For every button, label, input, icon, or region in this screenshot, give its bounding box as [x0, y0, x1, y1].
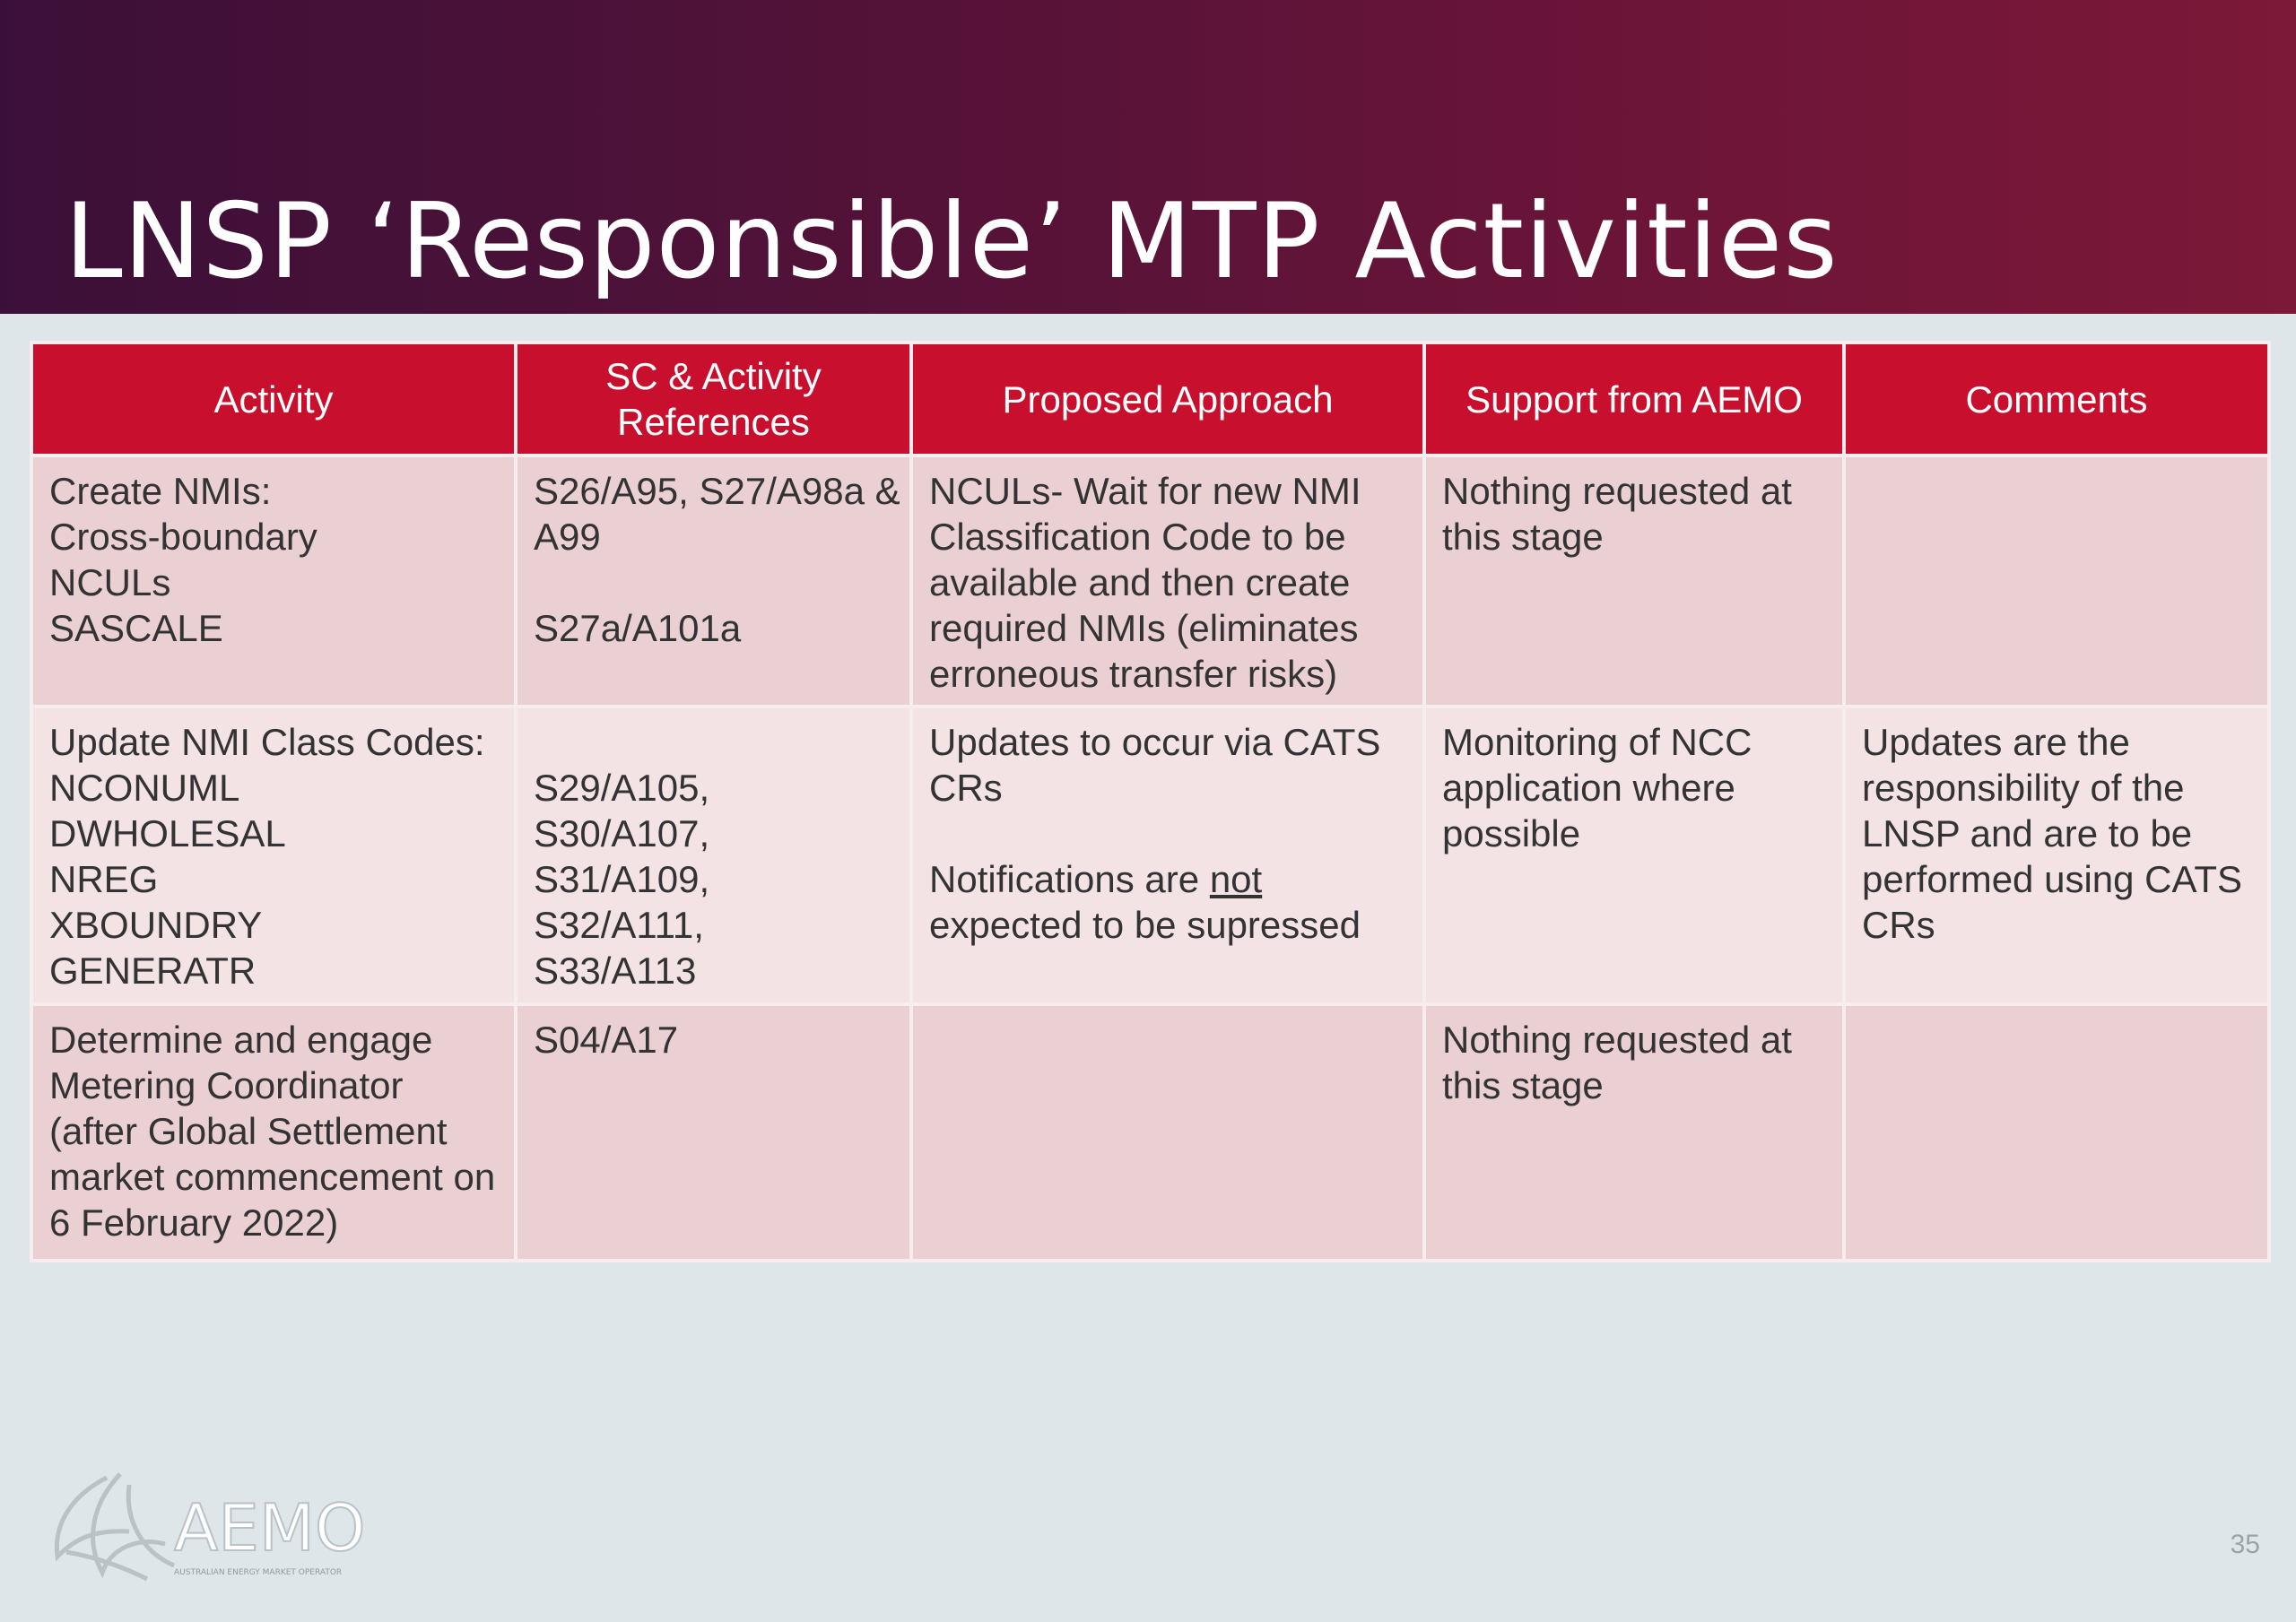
- cell-line: NCONUML: [49, 767, 240, 809]
- cell-line: Nothing requested at: [1442, 1019, 1792, 1061]
- cell-line: XBOUNDRY: [49, 904, 263, 946]
- cell-references: [516, 455, 911, 707]
- cell-line: application where: [1442, 767, 1735, 809]
- cell-comments: [1844, 707, 2269, 1004]
- cell-support: [1424, 455, 1844, 707]
- cell-line: S27a/A101a: [534, 607, 742, 649]
- table-row: [31, 1004, 2269, 1261]
- cell-line: responsibility of the: [1862, 767, 2185, 809]
- cell-line: NREG: [49, 858, 159, 900]
- cell-line: expected to be supressed: [929, 904, 1361, 946]
- cell-line: GENERATR: [49, 950, 257, 992]
- cell-comments: [1844, 1004, 2269, 1261]
- cell-line: NCULs- Wait for new NMI: [929, 470, 1361, 512]
- logo-wordmark: AEMO: [174, 1490, 366, 1566]
- cell-line: CRs: [1862, 904, 1935, 946]
- cell-support: [1424, 707, 1844, 1004]
- cell-line: S04/A17: [534, 1019, 679, 1061]
- cell-line: DWHOLESAL: [49, 812, 286, 854]
- cell-line: Nothing requested at: [1442, 470, 1792, 512]
- column-header-sc-references: [516, 343, 911, 455]
- cell-line: CRs: [929, 767, 1003, 809]
- cell-line: [929, 811, 1406, 856]
- column-header-proposed-approach: Proposed Approach: [911, 343, 1424, 455]
- page-title: LNSP ‘Responsible’ MTP Activities: [65, 181, 1839, 302]
- swirl-icon: [57, 1474, 174, 1579]
- cell-approach: [911, 707, 1424, 1004]
- cell-line: Cross-boundary: [49, 516, 317, 558]
- cell-line: [929, 856, 1406, 902]
- underlined-not: not: [1209, 858, 1263, 900]
- table-header-row: [31, 343, 2269, 455]
- column-header-comments: Comments: [1844, 343, 2269, 455]
- title-banner: [0, 0, 2296, 314]
- cell-activity: [31, 707, 516, 1004]
- cell-line: Classification Code to be: [929, 516, 1346, 558]
- cell-line: Metering Coordinator: [49, 1064, 404, 1106]
- cell-line: S33/A113: [534, 950, 697, 992]
- column-header-activity: Activity: [31, 343, 516, 455]
- cell-line: required NMIs (eliminates: [929, 607, 1359, 649]
- cell-line: erroneous transfer risks): [929, 653, 1338, 695]
- cell-line: A99: [534, 516, 601, 558]
- cell-line: this stage: [1442, 1064, 1604, 1106]
- cell-line: S29/A105,: [534, 767, 710, 809]
- cell-line: S26/A95, S27/A98a &: [534, 470, 900, 512]
- cell-line: [534, 719, 893, 765]
- cell-line: S32/A111,: [534, 904, 704, 946]
- cell-line: this stage: [1442, 516, 1604, 558]
- cell-line: LNSP and are to be: [1862, 812, 2193, 854]
- table-row: [31, 707, 2269, 1004]
- activities-table: [30, 341, 2271, 1262]
- cell-references: [516, 707, 911, 1004]
- header-text-line: SC & Activity: [605, 355, 822, 397]
- cell-comments: [1844, 455, 2269, 707]
- cell-line: SASCALE: [49, 607, 223, 649]
- header-text-line: References: [617, 401, 810, 443]
- cell-line: NCULs: [49, 561, 171, 603]
- cell-line: 6 February 2022): [49, 1201, 339, 1244]
- cell-line: Update NMI Class Codes:: [49, 721, 485, 763]
- cell-approach: [911, 1004, 1424, 1261]
- cell-line: Updates are the: [1862, 721, 2130, 763]
- cell-approach: [911, 455, 1424, 707]
- cell-line: available and then create: [929, 561, 1351, 603]
- notifications-text: Notifications are: [929, 858, 1200, 900]
- logo-tagline: AUSTRALIAN ENERGY MARKET OPERATOR: [174, 1568, 343, 1577]
- cell-line: (after Global Settlement: [49, 1110, 448, 1152]
- cell-line: [534, 559, 893, 605]
- cell-activity: [31, 1004, 516, 1261]
- cell-line: S31/A109,: [534, 858, 710, 900]
- cell-line: possible: [1442, 812, 1581, 854]
- cell-line: Updates to occur via CATS: [929, 721, 1381, 763]
- cell-line: Determine and engage: [49, 1019, 433, 1061]
- cell-line: market commencement on: [49, 1156, 496, 1198]
- cell-references: [516, 1004, 911, 1261]
- cell-line: performed using CATS: [1862, 858, 2243, 900]
- aemo-logo: [39, 1467, 380, 1583]
- cell-line: Monitoring of NCC: [1442, 721, 1752, 763]
- cell-line: Create NMIs:: [49, 470, 272, 512]
- cell-support: [1424, 1004, 1844, 1261]
- cell-activity: [31, 455, 516, 707]
- column-header-support-from-aemo: Support from AEMO: [1424, 343, 1844, 455]
- page-number: 35: [2230, 1530, 2260, 1559]
- cell-line: S30/A107,: [534, 812, 710, 854]
- table-row: [31, 455, 2269, 707]
